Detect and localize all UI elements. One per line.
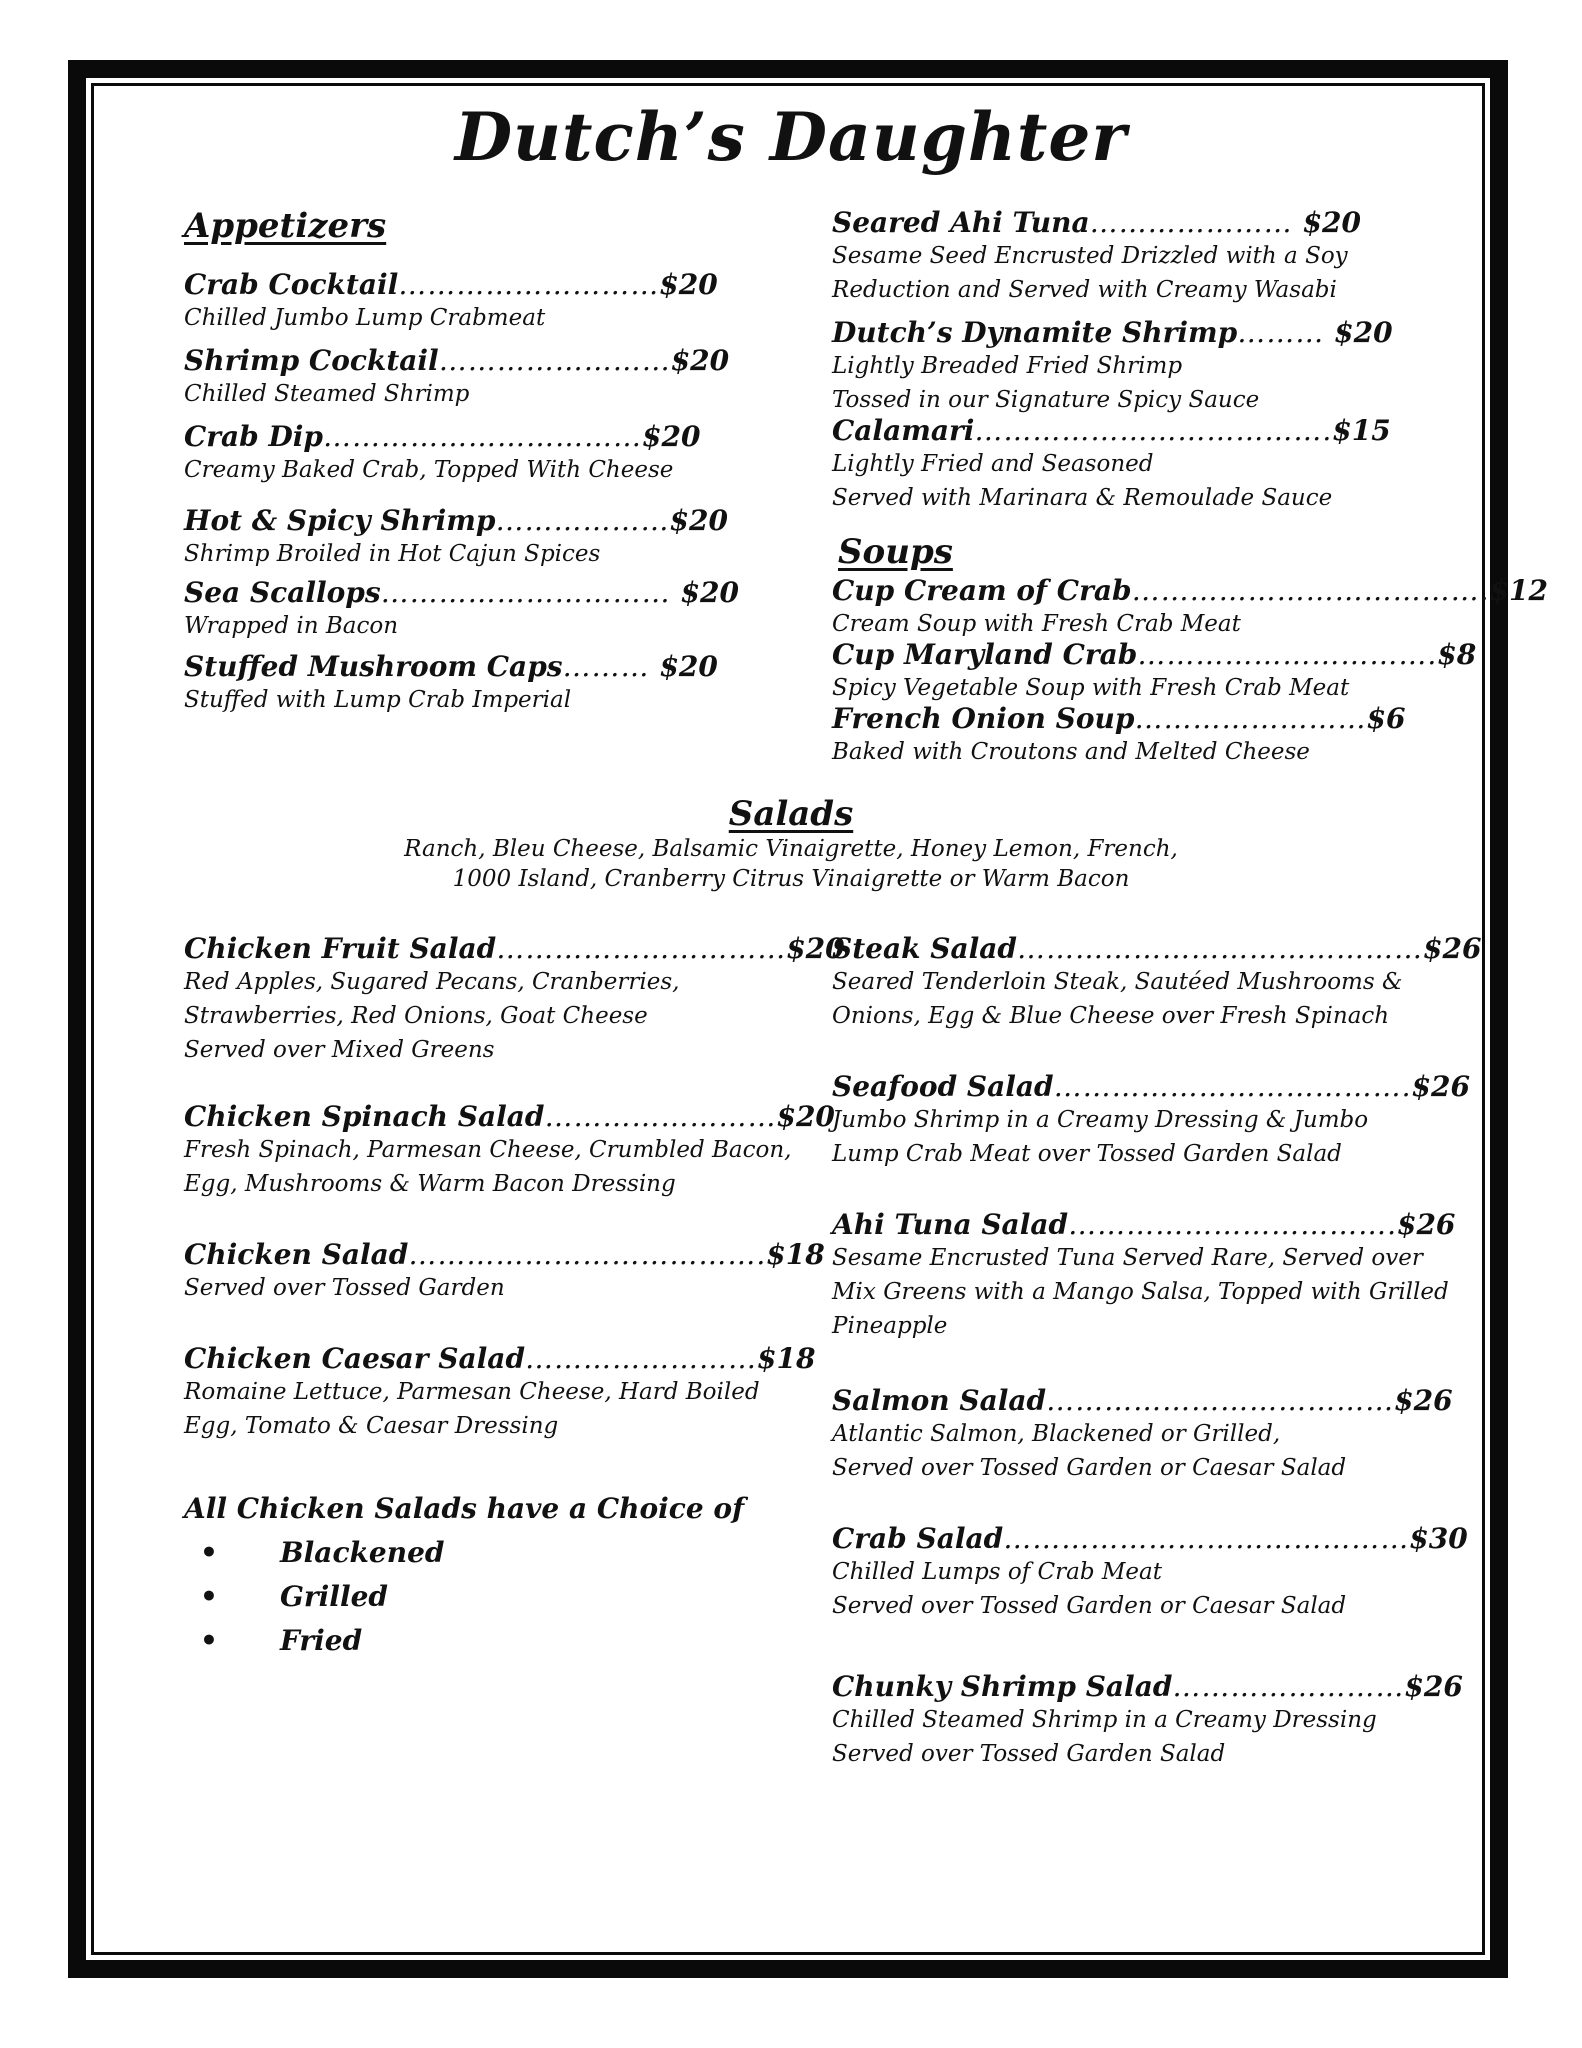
- menu-item-leader-dots: …………………………….: [1068, 1208, 1397, 1241]
- menu-item-price: $20: [642, 420, 701, 453]
- menu-item: [832, 1070, 1470, 1171]
- menu-item-description: Egg, Tomato & Caesar Dressing: [184, 1413, 559, 1439]
- choice-option-grilled: • Grilled: [244, 1575, 744, 1619]
- menu-item-description: Mix Greens with a Mango Salsa, Topped with Grilled: [832, 1279, 1449, 1305]
- menu-item-description: Onions, Egg & Blue Cheese over Fresh Spinach: [832, 1003, 1390, 1029]
- menu-item-price: $20: [776, 1100, 835, 1133]
- menu-item-description: Served over Tossed Garden or Caesar Salad: [832, 1455, 1347, 1481]
- menu-item-price: $26: [1422, 932, 1482, 965]
- menu-item-title-line: [184, 576, 739, 609]
- menu-item-name: Cup Maryland Crab: [832, 638, 1138, 671]
- menu-item: [184, 650, 718, 717]
- menu-item-leader-dots: ……………………………….: [408, 1238, 767, 1271]
- menu-item-leader-dots: ………………………………: [1046, 1384, 1395, 1417]
- menu-item: [184, 504, 728, 571]
- menu-item: [184, 1100, 835, 1201]
- menu-item-description: Atlantic Salmon, Blackened or Grilled,: [832, 1421, 1281, 1447]
- menu-item-leader-dots: ………………: [495, 504, 670, 537]
- menu-item-description: Served over Tossed Garden: [184, 1275, 505, 1301]
- menu-item-title-line: [184, 344, 729, 377]
- menu-item-price: $8: [1437, 638, 1477, 671]
- menu-item-description: Spicy Vegetable Soup with Fresh Crab Meat: [832, 675, 1350, 701]
- menu-item-description: Egg, Mushrooms & Warm Bacon Dressing: [184, 1171, 676, 1197]
- menu-item-leader-dots: ……………………………: [323, 420, 643, 453]
- menu-item: [832, 702, 1405, 769]
- menu-item-price: $26: [1404, 1670, 1463, 1703]
- menu-item-leader-dots: ……………………: [1134, 702, 1367, 735]
- choice-option-blackened: • Blackened: [244, 1531, 744, 1575]
- menu-item-description: Wrapped in Bacon: [184, 613, 399, 639]
- menu-item: [832, 316, 1393, 417]
- menu-item-name: Crab Cocktail: [184, 268, 399, 301]
- menu-item-leader-dots: ……………………………….: [1053, 1070, 1412, 1103]
- menu-item-description: Baked with Croutons and Melted Cheese: [832, 739, 1310, 765]
- menu-item-name: Stuffed Mushroom Caps: [184, 650, 563, 683]
- menu-item-description: Tossed in our Signature Spicy Sauce: [832, 387, 1260, 413]
- menu-item-leader-dots: ……………………: [438, 344, 671, 377]
- menu-item: [832, 414, 1391, 515]
- menu-item-leader-dots: ……………………………….: [1131, 574, 1490, 607]
- menu-item-price: $15: [1332, 414, 1391, 447]
- menu-item-name: French Onion Soup: [832, 702, 1135, 735]
- menu-item-price: $30: [1409, 1522, 1468, 1555]
- menu-item-price: $18: [766, 1238, 825, 1271]
- menu-item-title-line: [832, 1522, 1468, 1555]
- menu-item-name: Chunky Shrimp Salad: [832, 1670, 1173, 1703]
- menu-item-price: $20: [659, 650, 718, 683]
- menu-item-name: Shrimp Cocktail: [184, 344, 439, 377]
- menu-item-title-line: [832, 1208, 1455, 1241]
- menu-item: [832, 206, 1361, 307]
- menu-item: [184, 576, 739, 643]
- menu-item-name: Crab Salad: [832, 1522, 1004, 1555]
- menu-item-description: Reduction and Served with Creamy Wasabi: [832, 277, 1337, 303]
- dressing-line-1: Ranch, Bleu Cheese, Balsamic Vinaigrette, Honey Lemon, French,: [404, 836, 1178, 862]
- menu-item-price: $20: [1334, 316, 1393, 349]
- menu-item-description: Sesame Seed Encrusted Drizzled with a Soy: [832, 243, 1348, 269]
- menu-item-leader-dots: ………: [562, 650, 660, 683]
- menu-item-description: Chilled Jumbo Lump Crabmeat: [184, 305, 546, 331]
- menu-item-title-line: [832, 574, 1548, 607]
- menu-item-name: Sea Scallops: [184, 576, 381, 609]
- menu-item: [832, 574, 1548, 641]
- menu-item: [832, 1384, 1453, 1485]
- menu-item: [184, 268, 718, 335]
- menu-item-description: Served with Marinara & Remoulade Sauce: [832, 485, 1333, 511]
- menu-item: [184, 344, 729, 411]
- menu-item-name: Hot & Spicy Shrimp: [184, 504, 496, 537]
- menu-item-title-line: [832, 414, 1391, 447]
- menu-item: [832, 1522, 1468, 1623]
- menu-item-description: Cream Soup with Fresh Crab Meat: [832, 611, 1241, 637]
- menu-item-title-line: [832, 1670, 1463, 1703]
- menu-item-description: Chilled Steamed Shrimp in a Creamy Dressing: [832, 1707, 1377, 1733]
- menu-item-name: Chicken Salad: [184, 1238, 409, 1271]
- menu-item-leader-dots: ………………………: [398, 268, 660, 301]
- menu-item-price: $20: [669, 504, 728, 537]
- menu-item-title-line: [184, 650, 718, 683]
- menu-item-description: Lightly Fried and Seasoned: [832, 451, 1154, 477]
- soups-heading: Soups: [838, 532, 953, 572]
- menu-item-title-line: [832, 1384, 1453, 1417]
- menu-item-price: $20: [680, 576, 739, 609]
- menu-item: [832, 1670, 1463, 1771]
- menu-item-title-line: [832, 1070, 1470, 1103]
- menu-item-price: $20: [786, 932, 845, 965]
- menu-item: [832, 638, 1476, 705]
- salads-heading: Salads: [728, 794, 854, 834]
- menu-item-description: Sesame Encrusted Tuna Served Rare, Served over: [832, 1245, 1423, 1271]
- menu-item-price: $26: [1396, 1208, 1456, 1241]
- menu-item-name: Calamari: [832, 414, 975, 447]
- menu-item-title-line: [832, 702, 1405, 735]
- menu-item-description: Served over Tossed Garden or Caesar Salad: [832, 1593, 1347, 1619]
- menu-item-leader-dots: …………………: [1089, 206, 1303, 239]
- menu-item-name: Dutch’s Dynamite Shrimp: [832, 316, 1238, 349]
- menu-item-description: Lump Crab Meat over Tossed Garden Salad: [832, 1141, 1342, 1167]
- menu-item-description: Jumbo Shrimp in a Creamy Dressing & Jumbo: [832, 1107, 1369, 1133]
- appetizers-heading: Appetizers: [184, 206, 387, 246]
- menu-item-name: Crab Dip: [184, 420, 324, 453]
- menu-item-leader-dots: ……………………………………: [1016, 932, 1423, 965]
- menu-item-title-line: [184, 504, 728, 537]
- menu-item-name: Seafood Salad: [832, 1070, 1054, 1103]
- menu-item: [832, 932, 1481, 1033]
- menu-item-price: $6: [1366, 702, 1406, 735]
- menu-item: [184, 1238, 825, 1305]
- menu-item-description: Fresh Spinach, Parmesan Cheese, Crumbled Bacon,: [184, 1137, 792, 1163]
- menu-item: [184, 420, 700, 487]
- menu-item-leader-dots: ……………………: [525, 1342, 758, 1375]
- menu-item-title-line: [832, 932, 1481, 965]
- menu-item-description: Served over Tossed Garden Salad: [832, 1741, 1226, 1767]
- menu-item-title-line: [184, 268, 718, 301]
- menu-item-title-line: [184, 932, 845, 965]
- menu-item-name: Ahi Tuna Salad: [832, 1208, 1069, 1241]
- menu-item-title-line: [184, 1100, 835, 1133]
- menu-item-leader-dots: ………: [1237, 316, 1335, 349]
- menu-item-description: Chilled Lumps of Crab Meat: [832, 1559, 1162, 1585]
- menu-item-description: Pineapple: [832, 1313, 948, 1339]
- menu-item-description: Shrimp Broiled in Hot Cajun Spices: [184, 541, 601, 567]
- menu-item-name: Chicken Fruit Salad: [184, 932, 497, 965]
- menu-item-price: $26: [1394, 1384, 1453, 1417]
- menu-item-description: Lightly Breaded Fried Shrimp: [832, 353, 1183, 379]
- menu-item-name: Chicken Spinach Salad: [184, 1100, 545, 1133]
- menu-item-leader-dots: ……………………………………: [1003, 1522, 1410, 1555]
- choice-option-fried: • Fried: [244, 1619, 744, 1663]
- menu-item-leader-dots: …………………………: [380, 576, 681, 609]
- menu-item-leader-dots: …………………………: [496, 932, 787, 965]
- menu-item-description: Chilled Steamed Shrimp: [184, 381, 470, 407]
- menu-item-name: Seared Ahi Tuna: [832, 206, 1090, 239]
- restaurant-title: Dutch’s Daughter: [454, 98, 1128, 176]
- menu-item-title-line: [184, 420, 700, 453]
- menu-item-price: $18: [757, 1342, 816, 1375]
- menu-item: [184, 1342, 815, 1443]
- menu-item-price: $26: [1411, 1070, 1470, 1103]
- menu-item-price: $20: [670, 344, 730, 377]
- menu-item-description: Seared Tenderloin Steak, Sautéed Mushrooms &: [832, 969, 1403, 995]
- choice-list: [184, 1531, 744, 1663]
- menu-item-leader-dots: ……………………: [544, 1100, 777, 1133]
- menu-item-description: Creamy Baked Crab, Topped With Cheese: [184, 457, 674, 483]
- menu-item-description: Red Apples, Sugared Pecans, Cranberries,: [184, 969, 680, 995]
- menu-item-title-line: [832, 638, 1476, 671]
- menu-item-name: Salmon Salad: [832, 1384, 1047, 1417]
- menu-item-leader-dots: ……………………………….: [974, 414, 1333, 447]
- choice-heading: All Chicken Salads have a Choice of: [184, 1492, 745, 1525]
- menu-item-name: Chicken Caesar Salad: [184, 1342, 526, 1375]
- salads-header-block: [0, 794, 1582, 894]
- menu-item-leader-dots: ………………………….: [1137, 638, 1438, 671]
- menu-item-price: $12: [1489, 574, 1548, 607]
- menu-item-title-line: [832, 206, 1361, 239]
- menu-item-title-line: [832, 316, 1393, 349]
- menu-item-name: Cup Cream of Crab: [832, 574, 1132, 607]
- menu-item-title-line: [184, 1238, 825, 1271]
- menu-item-title-line: [184, 1342, 815, 1375]
- menu-item-name: Steak Salad: [832, 932, 1017, 965]
- menu-item: [184, 932, 845, 1067]
- dressing-line-2: 1000 Island, Cranberry Citrus Vinaigrette or Warm Bacon: [452, 866, 1130, 892]
- menu-item-price: $20: [659, 268, 718, 301]
- menu-item-description: Strawberries, Red Onions, Goat Cheese: [184, 1003, 648, 1029]
- menu-item-description: Romaine Lettuce, Parmesan Cheese, Hard Boiled: [184, 1379, 760, 1405]
- menu-item: [832, 1208, 1455, 1343]
- menu-item-description: Stuffed with Lump Crab Imperial: [184, 687, 572, 713]
- menu-item-price: $20: [1302, 206, 1362, 239]
- menu-item-leader-dots: ……………………: [1172, 1670, 1405, 1703]
- menu-item-description: Served over Mixed Greens: [184, 1037, 495, 1063]
- chicken-choice-block: [184, 1492, 744, 1663]
